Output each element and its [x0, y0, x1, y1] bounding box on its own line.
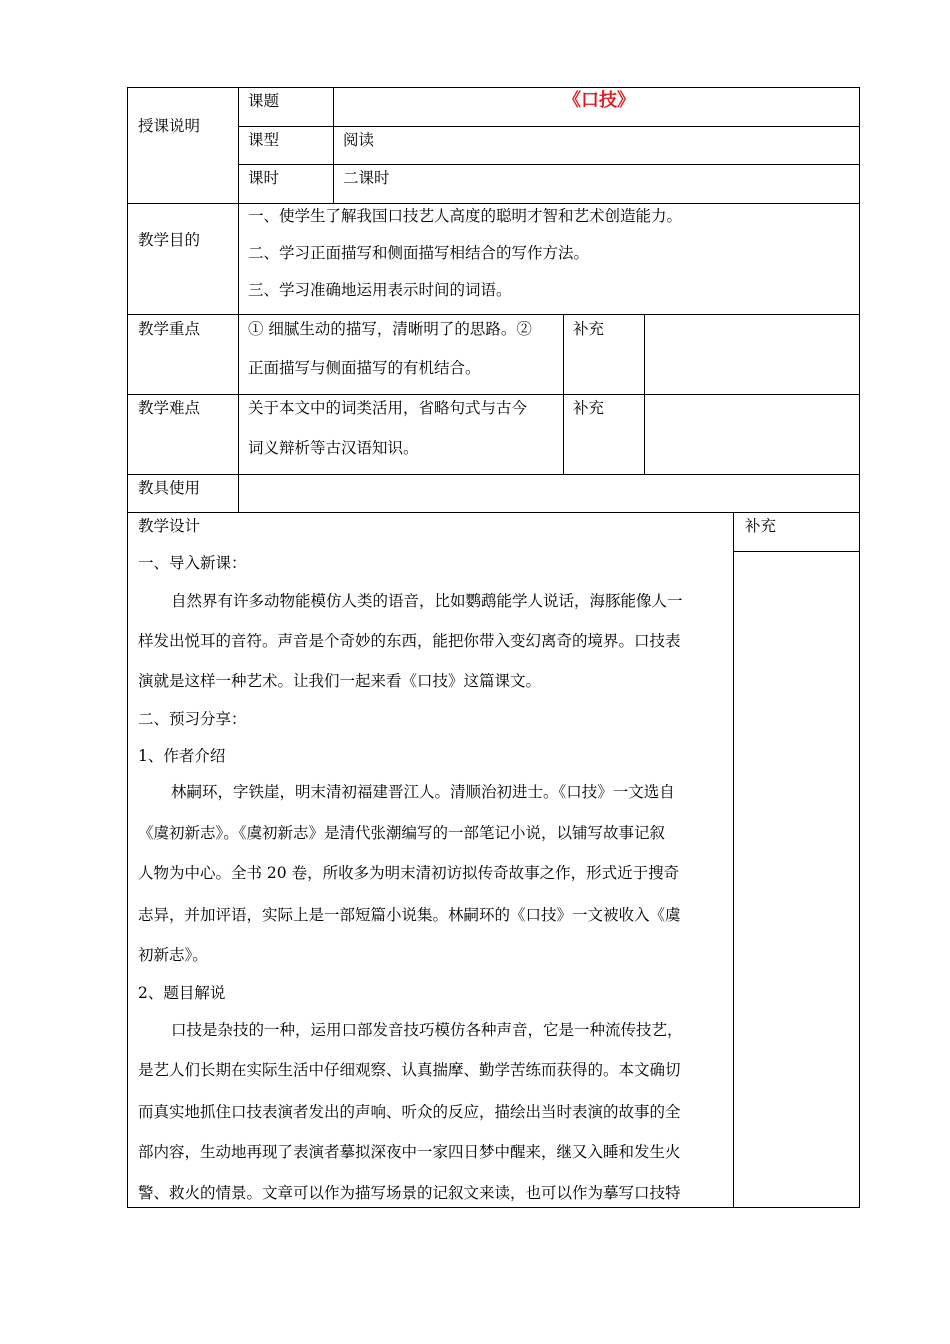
- row-divider: [238, 164, 860, 165]
- row-divider: [733, 551, 860, 552]
- design-line: 志异，并加评语，实际上是一部短篇小说集。林嗣环的《口技》一文被收入《虞: [138, 906, 681, 924]
- lesson-plan-table: [127, 87, 860, 1208]
- header-label: 授课说明: [138, 117, 201, 135]
- design-line: 口技是杂技的一种，运用口部发音技巧模仿各种声音，它是一种流传技艺，: [171, 1021, 683, 1039]
- lesson-type-value: 阅读: [343, 131, 375, 149]
- design-line: 一、导入新课：: [138, 554, 247, 572]
- key-points-label: 教学重点: [138, 320, 201, 338]
- col-divider: [563, 314, 564, 474]
- tools-label: 教具使用: [138, 479, 201, 497]
- difficulties-supplement: 补充: [573, 399, 605, 417]
- design-line: 林嗣环，字铁崖，明末清初福建晋江人。清顺治初进士。《口技》一文选自: [171, 783, 675, 801]
- objective-item: 一、使学生了解我国口技艺人高度的聪明才智和艺术创造能力。: [248, 207, 683, 225]
- difficulties-label: 教学难点: [138, 399, 201, 417]
- row-divider: [128, 512, 860, 513]
- row-divider: [238, 126, 860, 127]
- lesson-type-label: 课型: [248, 131, 280, 149]
- design-line: 《虞初新志》。《虞初新志》是清代张潮编写的一部笔记小说，以铺写故事记叙: [138, 824, 666, 842]
- lesson-hours-label: 课时: [248, 169, 280, 187]
- objectives-label: 教学目的: [138, 231, 201, 249]
- lesson-topic-label: 课题: [248, 92, 280, 110]
- design-line: 样发出悦耳的音符。声音是个奇妙的东西，能把你带入变幻离奇的境界。口技表: [138, 632, 681, 650]
- col-divider: [238, 88, 239, 512]
- col-divider: [644, 314, 645, 474]
- design-line: 2、题目解说: [138, 984, 226, 1002]
- objective-item: 三、学习准确地运用表示时间的词语。: [248, 281, 512, 299]
- design-line: 1、作者介绍: [138, 747, 226, 765]
- difficulties-line: 词义辩析等古汉语知识。: [248, 439, 419, 457]
- key-points-line: 正面描写与侧面描写的有机结合。: [248, 359, 481, 377]
- col-divider: [733, 512, 734, 1208]
- design-label: 教学设计: [138, 517, 201, 535]
- design-line: 初新志》。: [138, 946, 208, 964]
- key-points-supplement: 补充: [573, 320, 605, 338]
- design-line: 部内容，生动地再现了表演者摹拟深夜中一家四日梦中醒来，继又入睡和发生火: [138, 1143, 681, 1161]
- design-supplement: 补充: [745, 517, 777, 535]
- design-line: 自然界有许多动物能模仿人类的语音，比如鹦鹉能学人说话，海豚能像人一: [171, 592, 683, 610]
- design-line: 演就是这样一种艺术。让我们一起来看《口技》这篇课文。: [138, 672, 542, 690]
- difficulties-line: 关于本文中的词类活用，省略句式与古今: [248, 399, 528, 417]
- design-line: 人物为中心。全书 20 卷，所收多为明末清初访拟传奇故事之作，形式近于搜奇: [138, 864, 680, 882]
- design-line: 是艺人们长期在实际生活中仔细观察、认真揣摩、勤学苦练而获得的。本文确切: [138, 1061, 681, 1079]
- design-line: 二、预习分享：: [138, 710, 247, 728]
- key-points-line: ① 细腻生动的描写，清晰明了的思路。②: [248, 320, 532, 338]
- lesson-hours-value: 二课时: [343, 169, 390, 187]
- col-divider: [333, 88, 334, 203]
- design-line: 警、救火的情景。文章可以作为描写场景的记叙文来读，也可以作为摹写口技特: [138, 1184, 681, 1202]
- lesson-topic-value: 《口技》: [563, 90, 635, 111]
- design-line: 而真实地抓住口技表演者发出的声响、听众的反应，描绘出当时表演的故事的全: [138, 1103, 681, 1121]
- objective-item: 二、学习正面描写和侧面描写相结合的写作方法。: [248, 244, 590, 262]
